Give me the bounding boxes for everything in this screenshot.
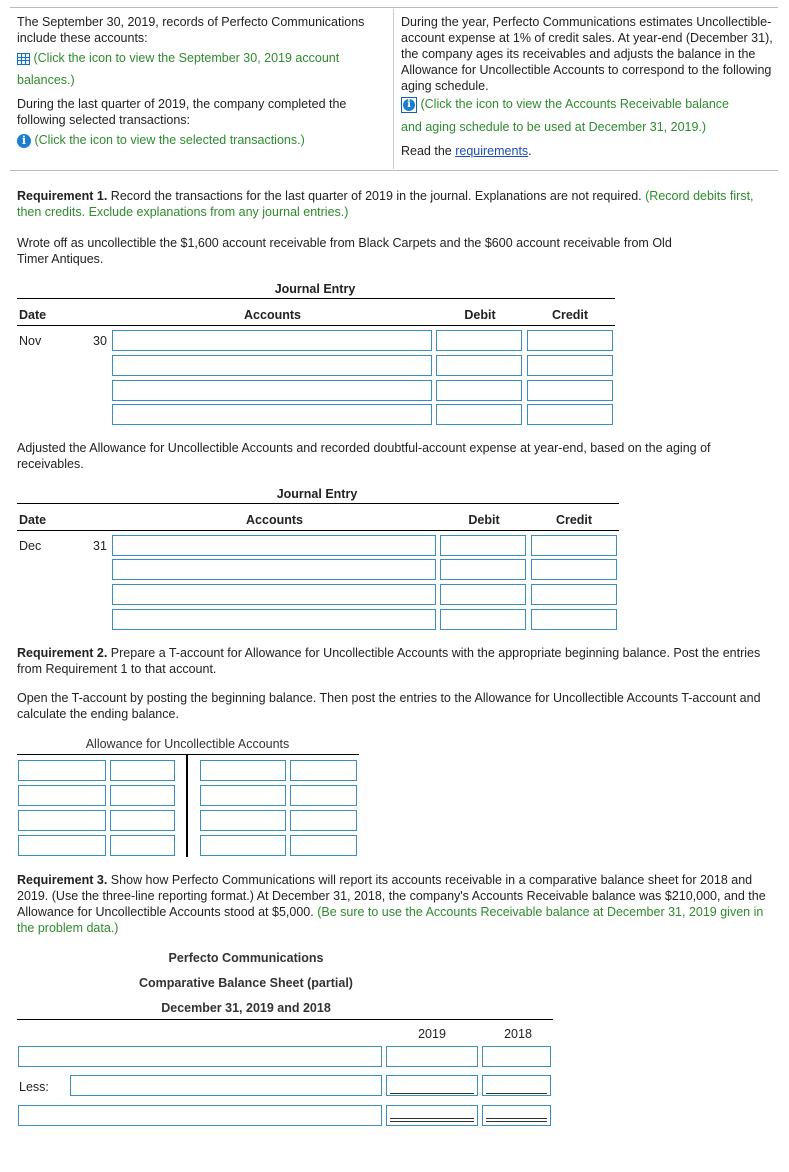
taccount-debit-label-input[interactable] (18, 835, 106, 856)
journal-1-account-input[interactable] (112, 380, 432, 401)
balance-sheet-title: Comparative Balance Sheet (partial) (139, 976, 353, 990)
journal-2-account-input[interactable] (112, 584, 436, 605)
info-icon[interactable]: i (401, 97, 417, 113)
journal-1-account-input[interactable] (112, 404, 432, 425)
account-balances-link[interactable]: (Click the icon to view the September 30, 2019 account (17, 50, 382, 66)
intro-right-text: During the year, Perfecto Communications estimates Uncollectible-account expense at 1% of credit sales. At year-end (December 31), the company ages its receivables and adjusts the balance in the Allowance for Uncollectible Accounts to correspond to the following aging schedule. (401, 15, 773, 93)
journal-1-credit-input[interactable] (527, 330, 613, 351)
journal-1-day: 30 (93, 334, 107, 348)
taccount-credit-amount-input[interactable] (290, 810, 357, 831)
requirement-1: Requirement 1. Record the transactions for the last quarter of 2019 in the journal. Explanations are not required. (Record debits first, then credits. Exclude explanations from any journal entries.) (17, 189, 754, 219)
journal-1-debit-header: Debit (464, 308, 496, 322)
taccount-debit-amount-input[interactable] (110, 810, 175, 831)
journal-2-accounts-header: Accounts (246, 513, 303, 527)
accounts-receivable-2018-input[interactable] (482, 1046, 551, 1067)
intro-left (17, 14, 382, 148)
journal-1-month: Nov (19, 334, 42, 348)
journal-1-account-input[interactable] (112, 330, 432, 351)
journal-2-date-header: Date (19, 513, 47, 527)
taccount-credit-amount-input[interactable] (290, 785, 357, 806)
taccount-debit-label-input[interactable] (18, 810, 106, 831)
taccount-credit-label-input[interactable] (200, 760, 286, 781)
journal-2-debit-input[interactable] (440, 535, 526, 556)
journal-2-credit-header: Credit (555, 513, 593, 527)
aging-schedule-link[interactable]: i (Click the icon to view the Accounts Receivable balance (401, 96, 773, 113)
journal-2-debit-input[interactable] (440, 559, 526, 580)
taccount-debit-label-input[interactable] (18, 760, 106, 781)
taccount-debit-amount-input[interactable] (110, 835, 175, 856)
journal-2-title: Journal Entry (276, 487, 358, 501)
less-label: Less: (19, 1080, 49, 1094)
journal-1-debit-input[interactable] (436, 380, 522, 401)
requirement-2: Requirement 2. Prepare a T-account for Allowance for Uncollectible Accounts with the appropriate beginning balance. Post the entries from Requirement 1 to that account. (17, 646, 761, 676)
allowance-2018-input[interactable] (482, 1075, 551, 1096)
intro-left-text-2: During the last quarter of 2019, the company completed the following selected transactions: (17, 97, 347, 127)
journal-1-date-header: Date (19, 308, 47, 322)
intro-right (401, 14, 773, 159)
requirements-link[interactable]: requirements (455, 143, 529, 158)
balance-sheet-date: December 31, 2019 and 2018 (161, 1001, 331, 1015)
allowance-label-input[interactable] (70, 1075, 382, 1096)
accounts-receivable-label-input[interactable] (18, 1046, 382, 1067)
taccount-credit-label-input[interactable] (200, 835, 286, 856)
requirement-2-instruction: Open the T-account by posting the beginning balance. Then post the entries to the Allowance for Uncollectible Accounts T-account and calculate the ending balance. (17, 691, 761, 721)
journal-2-month: Dec (19, 539, 42, 553)
aging-schedule-link-line2[interactable]: and aging schedule to be used at December 31, 2019.) (401, 119, 707, 134)
journal-1-debit-input[interactable] (436, 404, 522, 425)
net-receivable-2019-input[interactable] (386, 1105, 478, 1126)
taccount-credit-amount-input[interactable] (290, 760, 357, 781)
journal-1-credit-input[interactable] (527, 355, 613, 376)
transaction-2-text: Adjusted the Allowance for Uncollectible Accounts and recorded doubtful-account expense at year-end, based on the aging of receivables. (17, 441, 711, 471)
journal-1-debit-input[interactable] (436, 355, 522, 376)
transactions-link[interactable]: i (Click the icon to view the selected transactions.) (17, 132, 382, 148)
journal-2-day: 31 (93, 539, 107, 553)
balance-sheet-company: Perfecto Communications (168, 951, 324, 965)
net-receivable-label-input[interactable] (18, 1105, 382, 1126)
journal-1-account-input[interactable] (112, 355, 432, 376)
journal-1-debit-input[interactable] (436, 330, 522, 351)
journal-2-debit-input[interactable] (440, 584, 526, 605)
journal-1-credit-input[interactable] (527, 404, 613, 425)
journal-2-account-input[interactable] (112, 609, 436, 630)
journal-2-credit-input[interactable] (531, 535, 617, 556)
intro-left-text-1: The September 30, 2019, records of Perfecto Communications include these accounts: (17, 15, 365, 45)
journal-2-debit-input[interactable] (440, 609, 526, 630)
net-receivable-2018-input[interactable] (482, 1105, 551, 1126)
read-requirements: Read the requirements. (401, 143, 532, 158)
journal-2-account-input[interactable] (112, 559, 436, 580)
journal-1-title: Journal Entry (274, 282, 356, 296)
journal-1-credit-header: Credit (551, 308, 589, 322)
info-icon[interactable]: i (17, 134, 31, 148)
journal-2-debit-header: Debit (468, 513, 500, 527)
journal-2-credit-input[interactable] (531, 559, 617, 580)
journal-1-credit-input[interactable] (527, 380, 613, 401)
balance-sheet-col-2019: 2019 (418, 1027, 446, 1041)
transaction-1-text: Wrote off as uncollectible the $1,600 account receivable from Black Carpets and the $600 account receivable from Old Timer Antiques. (17, 236, 672, 266)
journal-2-credit-input[interactable] (531, 609, 617, 630)
taccount-debit-label-input[interactable] (18, 785, 106, 806)
accounts-receivable-2019-input[interactable] (386, 1046, 478, 1067)
taccount-debit-amount-input[interactable] (110, 760, 175, 781)
journal-1-accounts-header: Accounts (244, 308, 301, 322)
taccount-credit-amount-input[interactable] (290, 835, 357, 856)
journal-2-account-input[interactable] (112, 535, 436, 556)
allowance-2019-input[interactable] (386, 1075, 478, 1096)
balance-sheet-col-2018: 2018 (504, 1027, 532, 1041)
taccount-debit-amount-input[interactable] (110, 785, 175, 806)
table-icon[interactable] (17, 53, 30, 65)
requirement-3: Requirement 3. Show how Perfecto Communications will report its accounts receivable in a comparative balance sheet for 2018 and 2019. (Use the three-line reporting format.) At December 31, 2018, the company's Accounts Receivable balance was $210,000, and the Allowance for Uncollectible Accounts stood at $5,000. (Be sure to use the Accounts Receivable balance at December 31, 2019 given in the problem data.) (17, 873, 766, 935)
taccount-credit-label-input[interactable] (200, 785, 286, 806)
journal-2-credit-input[interactable] (531, 584, 617, 605)
account-balances-link-line2[interactable]: balances.) (17, 73, 75, 87)
taccount-title: Allowance for Uncollectible Accounts (85, 737, 290, 751)
taccount-credit-label-input[interactable] (200, 810, 286, 831)
